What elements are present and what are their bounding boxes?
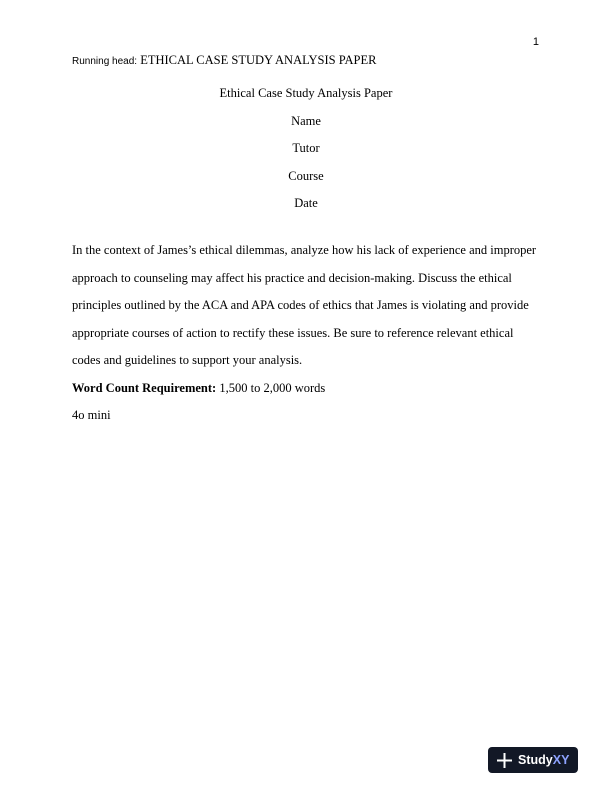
- logo-text-accent: XY: [552, 753, 570, 767]
- running-head-label: Running head:: [72, 56, 138, 67]
- page-number: 1: [532, 36, 539, 48]
- running-head: [72, 54, 376, 67]
- body-text: [72, 237, 542, 430]
- plus-icon: [497, 753, 512, 768]
- submission-date: Date: [294, 196, 318, 210]
- author-name: Name: [291, 113, 321, 128]
- logo-text-main: Study: [518, 753, 553, 767]
- requirement-value: 1,500 to 2,000 words: [219, 380, 326, 395]
- model-note: 4o mini: [72, 408, 111, 422]
- studyxy-logo[interactable]: [488, 747, 578, 773]
- tutor-name: Tutor: [292, 141, 320, 155]
- title-block: [0, 80, 612, 218]
- word-count-requirement: [72, 375, 542, 403]
- paper-title: Ethical Case Study Analysis Paper: [219, 86, 393, 100]
- requirement-label: Word Count Requirement:: [72, 380, 217, 395]
- prompt-paragraph: In the context of James’s ethical dilemmas, analyze how his lack of experience and improper approach to counseling may affect his practice and decision-making. Discuss the ethical principles outlined by the ACA and APA codes of ethics that James is violating and provide appropriate courses of action to rectify these issues. Be sure to reference relevant ethical codes and guidelines to support your analysis.: [72, 243, 537, 367]
- course-name: Course: [288, 168, 324, 183]
- running-head-title: ETHICAL CASE STUDY ANALYSIS PAPER: [140, 53, 377, 67]
